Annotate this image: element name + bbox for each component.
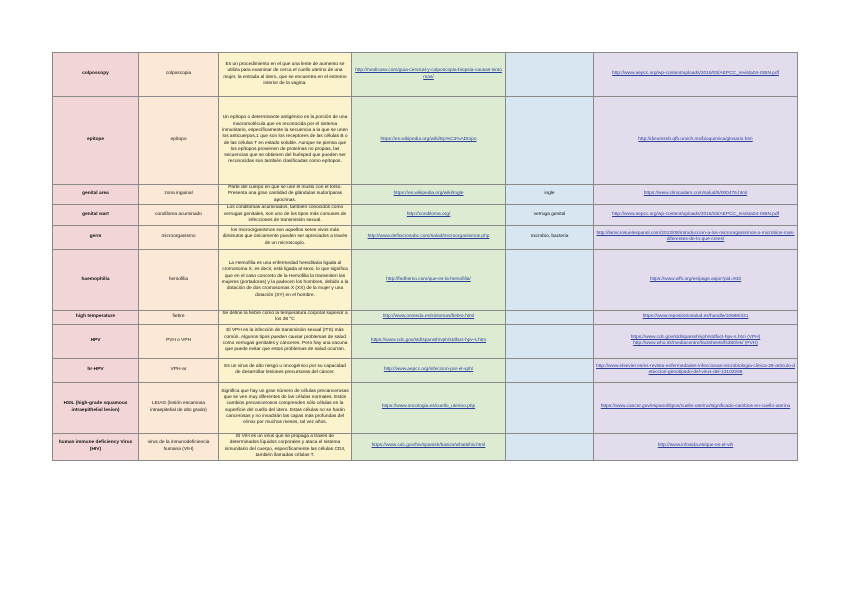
equivalent-cell [506,97,594,185]
term-source-cell [594,225,798,249]
definition-source-link[interactable]: http://fedhemo.com/que-es-la-hemofilia/ [386,276,471,282]
term-cell: HSIL (high-grade squamous intraepithelial lesion) [53,382,139,433]
term-cell: hr-HPV [53,358,139,382]
table-row [53,310,798,324]
definition-cell: Los condilomas acuminados, también conocidos como verrugas genitales, son uno de los tipos más comunes de infecciones de transmisión sexual. [219,204,352,225]
term-cell: colposcopy [53,53,139,97]
definition-source-link[interactable]: https://www.oncologia.es/cuello_uterino.php [381,404,476,410]
spanish-term-cell: hemofilia [139,249,219,310]
definition-cell: Es un virus de alto riesgo u oncogénico por su capacidad de desarrollar lesiones precursoras del cáncer. [219,358,352,382]
equivalent-cell [506,53,594,97]
term-source-cell [594,310,798,324]
term-source-cell [594,433,798,460]
term-source-link[interactable]: http://www.elsevier.es/es-revista-enfermedades-infecciosas-microbiologia-clinica-28-articulo-deteccion-genotipado-del-virus-del-13102266 [596,363,795,376]
definition-source-cell [352,249,506,310]
term-source-cell [594,97,798,185]
term-cell: genital wart [53,204,139,225]
term-source-cell [594,324,798,358]
equivalent-cell [506,310,594,324]
term-cell: high temperature [53,310,139,324]
definition-source-link[interactable]: http://medicasv.com/guia-cervical-y-colposcopia-biopsia-causas-sintomas/ [355,68,502,80]
definition-source-link[interactable]: http://www.aepcc.org/infeccion-por-el-vph/ [383,366,474,372]
definition-source-cell [352,358,506,382]
equivalent-cell [506,382,594,433]
term-source-cell [594,53,798,97]
term-cell: germ [53,225,139,249]
equivalent-cell [506,324,594,358]
spanish-term-cell: epítopo [139,97,219,185]
table-row [53,324,798,358]
term-source-link[interactable]: http://www.who.int/mediacentre/factsheets/fs380/es/ (PVH) [633,341,758,347]
equivalent-cell: ingle [506,185,594,205]
term-source-link[interactable]: https://www.cancer.gov/espanol/tipos/cuello-uterino/significado-cambios-en-cuello-uterino [600,404,791,410]
spanish-term-cell: microorganismo [139,225,219,249]
definition-source-cell [352,53,506,97]
term-cell: epitope [53,97,139,185]
definition-source-cell [352,97,506,185]
term-cell: genital area [53,185,139,205]
term-source-cell [594,204,798,225]
table-row [53,382,798,433]
glossary-body [53,53,798,461]
definition-cell: Un epítopo o determinante antigénico es la porción de una macromolécula que es reconocida por el sistema inmunitario, específicamente la secuencia a la que se unen los anticuerpos,1 que son los receptores de las células B o de las células T en estado soluble. Aunque se piensa que los epítopos provienen de proteínas no propias, las secuencias que se obtienen del huésped que pueden ser reconocidas son también clasificadas como epítopos. [219,97,352,185]
definition-source-link[interactable]: https://es.wikipedia.org/wiki/Ingle [393,191,464,197]
term-source-cell [594,249,798,310]
term-source-link[interactable]: http://www.aepcc.org/wp-content/uploads/2016/03/AEPCC_revista04-ISBN.pdf [612,211,779,217]
definition-source-link[interactable]: https://es.wikipedia.org/wiki/Ep%C3%ADtopo [380,137,477,143]
spanish-term-cell: VPH-ar [139,358,219,382]
definition-source-cell [352,382,506,433]
spanish-term-cell: virus de la inmunodeficiencia humana (VIH) [139,433,219,460]
term-cell: haemophilia [53,249,139,310]
term-source-link[interactable]: http://www.infosida.es/que-es-el-vih [657,443,734,449]
spanish-term-cell: colposcopia [139,53,219,97]
table-row [53,358,798,382]
equivalent-cell [506,358,594,382]
term-source-cell [594,185,798,205]
definition-source-link[interactable]: http://www.definicionabc.com/salud/microorganismos.php [367,234,490,240]
term-cell: HPV [53,324,139,358]
equivalent-cell: microbio, bacteria [506,225,594,249]
equivalent-cell [506,433,594,460]
definition-cell: La Hemofilia es una enfermedad hereditaria ligada al cromosoma X, es decir, está ligada al sexo, lo que significa que en el caso concreto de la Hemofilia la transmiten las mujeres (portadoras) y la padecen los hombres, debido a la dotación de dos cromosomas X (XX) de la mujer y una dotación (XY) en el hombre. [219,249,352,310]
term-source-link[interactable]: http://www.aepcc.org/wp-content/uploads/2016/03/AEPCC_revista04-ISBN.pdf [612,71,779,77]
definition-cell: Parte del cuerpo en que se une el muslo con el torso. Presenta una gran cantidad de glándulas sudoríparas apocrinas. [219,185,352,205]
term-source-link[interactable]: http://lamicrosuelespanol.com/2013/08/introduccion-a-los-microorganismos-o-microbios-mas-diferentes-de-lo-que-crees/ [596,231,795,243]
definition-cell: Es un procedimiento en el que una lente de aumento se utiliza para examinar de cerca el cuello uterino de una mujer, la entrada al útero, que se encuentra en el extremo interior de la vagina. [219,53,352,97]
equivalent-cell: verruga genital [506,204,594,225]
term-source-cell [594,382,798,433]
spanish-term-cell: PVH o VPH [139,324,219,358]
definition-source-cell [352,310,506,324]
spanish-term-cell: zona inguinal [139,185,219,205]
table-row [53,97,798,185]
table-row [53,53,798,97]
definition-source-cell [352,225,506,249]
definition-source-cell [352,204,506,225]
definition-source-link[interactable]: https://www.cdc.gov/std/spanish/vph/stdfact-hpv-s.htm [370,337,487,343]
table-row [53,225,798,249]
glossary-table [52,52,798,461]
term-cell: human immune deficiency Virus (HIV) [53,433,139,460]
definition-source-cell [352,433,506,460]
definition-cell: El VIH es un virus que se propaga a través de determinados líquidos corporales y ataca el sistema inmunitario del cuerpo, específicamente las células CD4, también llamadas células T. [219,433,352,460]
term-source-link[interactable]: https://www.repositoriosalud.es/handle/10668/421 [642,314,749,320]
definition-cell: los microorganismos son aquellos seres vivos más diminutos que únicamente pueden ser apreciados a través de un microscopio. [219,225,352,249]
equivalent-cell [506,249,594,310]
term-source-cell [594,358,798,382]
definition-source-cell [352,324,506,358]
definition-source-link[interactable]: http://www.onmeda.es/sintomas/fiebre.html [382,314,475,320]
definition-source-link[interactable]: https://www.cdc.gov/hiv/spanish/basics/whatishiv.html [371,443,486,449]
table-row [53,249,798,310]
table-row [53,433,798,460]
table-row [53,185,798,205]
definition-source-cell [352,185,506,205]
term-source-link[interactable]: https://www.cdc.gov/std/spanish/vph/stdfact-hpv-s.htm (VPH) [630,334,761,340]
term-source-link[interactable]: https://www.clinicadam.com/salud/5/000476.html [643,191,748,197]
definition-cell: Se define la fiebre como la temperatura corporal superior a los 38 °C [219,310,352,324]
table-row [53,204,798,225]
definition-cell: Significa que hay un gran número de células precancerosas que se ven muy diferentes de las células normales. Estos cambios precancerosos comprenden sólo células en la superficie del cuello del útero. Estas células no se harán cancerosas y no invadirán las capas más profundas del cérvix por muchos meses, tal vez años. [219,382,352,433]
term-source-link[interactable]: https://www.wfh.org/es/page.aspx?pid=932 [649,276,742,282]
spanish-term-cell: fiebre [139,310,219,324]
term-source-link[interactable]: http://dieumsnh.qfb.umich.mx/bioquimica/glosario.htm [638,137,753,143]
spanish-term-cell: LEIAG (lesión escamosa intraepitelial de alto grado) [139,382,219,433]
spanish-term-cell: condiloma acuminado [139,204,219,225]
definition-cell: El VPH es la infección de transmisión sexual (ITS) más común. Algunos tipos pueden causar problemas de salud como verrugas genitales y cánceres. Pero hay una vacuna que puede evitar que estos problemas de salud ocurran. [219,324,352,358]
definition-source-link[interactable]: http://condiloma.org/ [406,211,451,217]
